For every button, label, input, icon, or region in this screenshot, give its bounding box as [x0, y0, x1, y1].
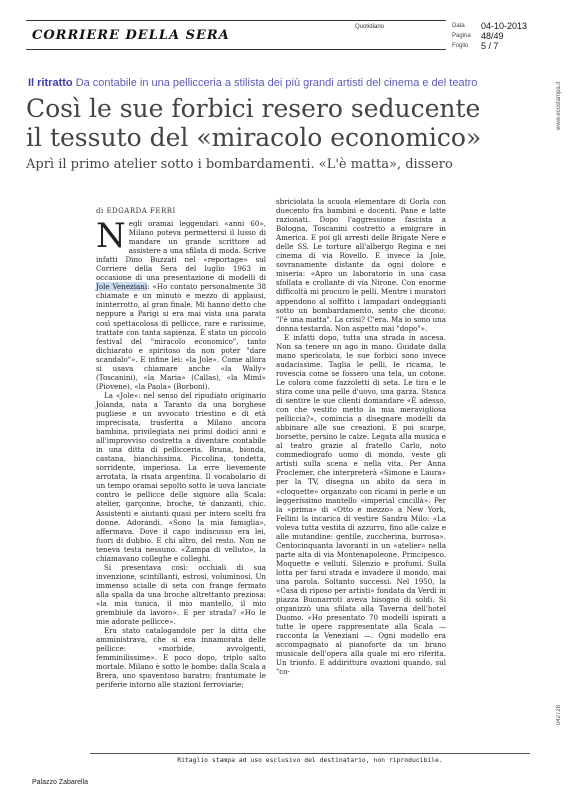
headline-line-1: Così le sue forbici resero seducente [26, 94, 481, 123]
publication-type: Quotidiano [354, 24, 384, 30]
page-label: Pagina [452, 33, 471, 39]
kicker [28, 77, 477, 89]
paragraph-text: egli oramai leggendari «anni 60», Milano poteva permettersi il lusso di mandare un grande scrittore ad assistere a una sfilata di moda. Scrive infatti Dino Buzzati nel «reportage» sul Corriere della Sera del luglio 1963 in occasione di una presentazione di modelli di [96, 219, 266, 283]
paragraph: E infatti dopo, tutta una strada in ascesa. Non sa tenere un ago in mano. Guidate dalla mano spericolata, le sue forbici sono invece audacissime. Taglia le pelli, le ricama, le rovescia come se fossero una tela, un cotone. Le colora come fazzoletti di seta. Le tira e le stira come una pelle d'uovo, una garza. Stanca di sentire le sue clienti domandare «È adesso, con che vestito metto la mia meravigliosa pelliccia?», comincia a disegnare modelli da abbinare alle sue creazioni. E poi scarpe, borsette, persino le calze. Legata alla musica e al teatro grazie al fratello Carlo, noto commediografo uomo di mondo, veste gli artisti sulla scena e nella vita. Per Anna Proclemer, che interpreterà «Simone e Laura» per la TV, disegna un abito da sera in «cloquette» organzato con ricami in perle e un leggerissimo mantello «imperial cincillà». Per la «prima» di «Otto e mezzo» a New York, Fellini la incarica di vestire Sandra Milo: «La voleva tutta vestita di azzurro, fino alle calze e alle mutandine: gentile, zuccherina, burrosa». Centocinquanta lavoranti in un «atelier» nella parte alta di via Montenapoleone. Principesco. Moquette e velluti. Silenzio e profumi. Sulla lotta per farsi strada e invadere il mondo, mai una parola. Soltanto successi. Nel 1950, la «Casa di riposo per artisti» fondata da Verdi in piazza Buonarroti aveva bisogno di soldi. Si organizzò una sfilata alla Taverna dell'hotel Duomo. «Ho presentato 70 modelli ispirati a tutte le opere rappresentate alla Scala — racconta la Veneziani —. Ogni modello era accompagnato al pianoforte da un brano musicale dell'opera alla quale mi ero riferita. Un trionfo. E addirittura ovazioni quando, sul "co- [276, 332, 446, 677]
newspaper-logo: CORRIERE DELLA SERA [32, 28, 230, 43]
sheet-label: Foglio [452, 43, 469, 49]
organization-label: Palazzo Zabarella [32, 779, 89, 786]
sheet-value: 5 / 7 [481, 41, 499, 51]
clipping-metadata [452, 20, 552, 51]
paragraph [96, 216, 266, 391]
page-value: 48/49 [481, 31, 504, 41]
paragraph: sbriciolata la scuola elementare di Gorla con duecento fra bambini e docenti. Pane e latte razionati. Dopo l'aggressione fascista a Bologna, Toscanini costretto a emigrare in America. E poi gli arresti delle Brigate Nere e delle SS. Le torture all'albergo Regina e nei cinema di via Rovello. E invece la Jole, sovranamente distante da ogni dolore e miseria: «Apro un laboratorio in una casa sfollata e crollante di via Nirone. Con enorme difficoltà mi procuro le pelli. Mentre i muratori appendono al soffitto i lampadari ondeggianti sotto un bombardamento, sento che dicono: "l'è una matta". La crisi? C'era. Ma io sono una donna testarda. Non aspetto mai "dopo"». [276, 197, 446, 333]
paragraph: Si presentava così: occhiali di sua invenzione, scintillanti, estrosi, voluminosi. Un immenso scialle di seta con frange fermato alla spalla da una broche altrettanto preziosa: «la mia tunica, il mio mantello, il mio grembiule da lavoro». E per strada? «Ho le mie adorate pellicce». [96, 562, 266, 627]
drop-cap: N [96, 216, 126, 256]
subheadline: Aprì il primo atelier sotto i bombardamenti. «L'è matta», dissero [26, 157, 453, 172]
page-row [452, 32, 552, 41]
date-row [452, 22, 552, 31]
paragraph-text: : «Ho contato personalmente 38 chiamate e un minuto e mezzo di applausi, ininterrotto, al gran finale. Mi hanno detto che neppure a Parigi si era mai vista una parata così spettacolosa di pellicce, rare e rarissime, trattate con tanta sapienza. È stato un piccolo festival del "miracolo economico", tanto dichiarato e spiritoso da non poter "dare scandalo"». E infine lei: «la Jole». Come allora si usava chiamare anche «la Wally» (Toscanini), «la Maria» (Callas), «la Mimì» (Piovene), «la Paola» (Borboni). [96, 282, 266, 391]
byline: di EDGARDA FERRI [96, 207, 176, 215]
date-label: Data [452, 23, 465, 29]
side-code: 042728 [556, 705, 562, 726]
highlighted-name[interactable]: Jole Veneziani [96, 282, 148, 292]
headline [26, 94, 546, 152]
article-column-1 [96, 216, 266, 690]
clipping-disclaimer: Ritaglio stampa ad uso esclusivo del destinatario, non riproducibile. [90, 753, 530, 764]
headline-line-2: il tessuto del «miracolo economico» [26, 123, 482, 152]
kicker-text: Da contabile in una pellicceria a stilista dei più grandi artisti del cinema e del teatro [75, 77, 478, 89]
masthead [26, 20, 446, 50]
paragraph: Era stato catalogandole per la ditta che amministrava, che si era innamorata delle pellicce: «morbide, avvolgenti, femminilissime». E poco dopo, triplo salto mortale. Milano è sotto le bombe: dalla Scala a Brera, uno spaventoso baratro; frantumate le periferie intorno alle stazioni ferroviarie; [96, 626, 266, 690]
date-value: 04-10-2013 [481, 21, 528, 31]
paragraph: La «Jole»: nel senso del ripudiato originario Jolanda, nata a Taranto da una borghese pugliese e un avvocato triestino e di età imprecisata, trasferita a Milano ancora bambina, privilegiata nei primi dodici anni e all'improvviso costretta a diventare contabile in una ditta di pellicceria. Bruna, bionda, castana, bianchissima. Piccolina, tondetta, sorridente, imperiosa. La erre lievemente arrotata, la risata argentina. Il vocabolario di un tempo oramai sepolto sotto le uova lanciate contro le pellicce delle signore alla Scala: atelier, garçonne, broche, tè danzanti, chic. Assistenti e aiutanti quasi per intero scelti fra donne. Adorandi. «Sono la mia famiglia», affermava. Dove il capo indiscusso era lei, fuori di dubbio. E chi altro, del resto. Non ne teneva testa nessuno. «Zampa di velluto», la chiamavano colleghe e colleghi. [96, 390, 266, 563]
side-url: www.ecostampa.it [556, 81, 562, 130]
article-column-2 [276, 197, 446, 676]
sheet-row [452, 42, 552, 51]
kicker-label: Il ritratto [28, 77, 73, 89]
